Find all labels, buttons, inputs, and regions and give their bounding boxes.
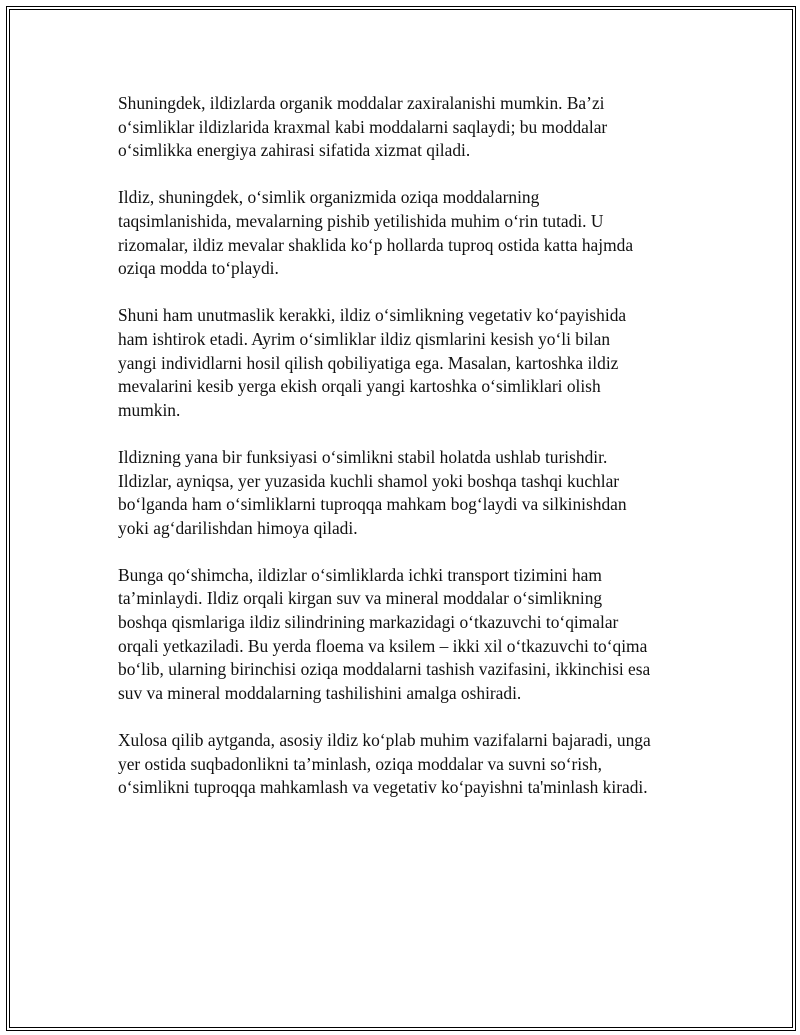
document-body bbox=[118, 92, 708, 823]
paragraph-3: Shuni ham unutmaslik kerakki, ildiz o‘simlikning vegetativ ko‘payishida ham ishtirok etadi. Ayrim o‘simliklar ildiz qismlarini kesish yo‘li bilan yangi individlarni hosil qilish qobiliyatiga ega. Masalan, kartoshka ildiz mevalarini kesib yerga ekish orqali yangi kartoshka o‘simliklari olish mumkin. bbox=[118, 305, 627, 420]
paragraph-6: Xulosa qilib aytganda, asosiy ildiz ko‘plab muhim vazifalarni bajaradi, unga yer ostida suqbadonlikni ta’minlash, oziqa moddalar va suvni so‘rish, o‘simlikni tuproqqa mahkamlash va vegetativ ko‘payishni ta'minlash kiradi. bbox=[118, 730, 651, 798]
paragraph-1: Shuningdek, ildizlarda organik moddalar zaxiralanishi mumkin. Ba’zi o‘simliklar ildizlarida kraxmal kabi moddalarni saqlaydi; bu moddalar o‘simlikka energiya zahirasi sifatida xizmat qiladi. bbox=[118, 93, 608, 161]
paragraph-2: Ildiz, shuningdek, o‘simlik organizmida oziqa moddalarning taqsimlanishida, mevalarning pishib yetilishida muhim o‘rin tutadi. U rizomalar, ildiz mevalar shaklida ko‘p hollarda tuproq ostida katta hajmda oziqa modda to‘playdi. bbox=[118, 187, 634, 279]
paragraph-4: Ildizning yana bir funksiyasi o‘simlikni stabil holatda ushlab turishdir. Ildizlar, ayniqsa, yer yuzasida kuchli shamol yoki boshqa tashqi kuchlar bo‘lganda ham o‘simliklarni tuproqqa mahkam bog‘laydi va silkinishdan yoki ag‘darilishdan himoya qiladi. bbox=[118, 446, 627, 538]
paragraph-5: Bunga qo‘shimcha, ildizlar o‘simliklarda ichki transport tizimini ham ta’minlaydi. Ildiz orqali kirgan suv va mineral moddalar o‘simlikning boshqa qismlariga ildiz silindrining markazidagi o‘tkazuvchi to‘qimalar orqali yetkaziladi. Bu yerda floema va ksilem – ikki xil o‘tkazuvchi to‘qima bo‘lib, ularning birinchisi oziqa moddalarni tashish vazifasini, ikkinchisi esa suv va mineral moddalarning tashilishini amalga oshiradi. bbox=[118, 564, 651, 703]
